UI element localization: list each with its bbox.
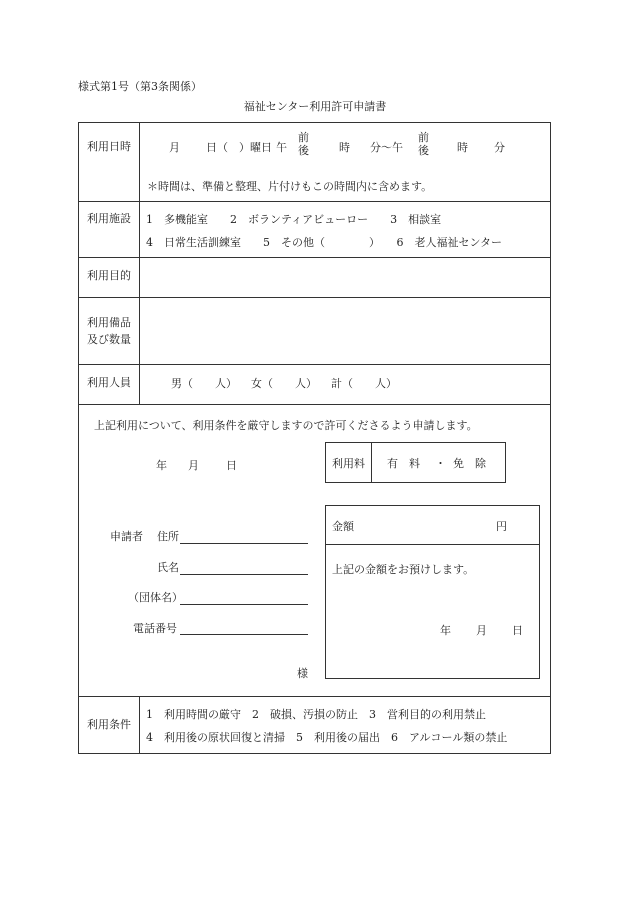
deposit-date-year: 年 <box>440 624 451 637</box>
application-date-day: 日 <box>226 459 237 472</box>
people-female: 女（ 人） <box>251 377 317 390</box>
fee-box-divider <box>371 443 372 482</box>
deposit-box <box>325 505 540 679</box>
deposit-box-divider <box>326 544 539 545</box>
purpose-row-label: 利用目的 <box>87 269 131 282</box>
row-divider <box>79 201 550 202</box>
fee-separator: ・ <box>435 457 446 470</box>
time-note: ＊時間は、準備と整理、片付けもこの時間内に含めます。 <box>147 180 433 193</box>
label-column-divider <box>139 123 140 404</box>
form-number: 様式第1号（第3条関係） <box>78 80 202 93</box>
group-name-field <box>180 604 308 605</box>
end-minute: 分 <box>494 141 505 154</box>
people-total: 計（ 人） <box>331 377 397 390</box>
am-pm-selector-start <box>298 131 309 157</box>
date-month: 月 <box>169 141 180 154</box>
people-row-label: 利用人員 <box>87 376 131 389</box>
facility-options-line1: 1 多機能室 2 ボランティアビューロー 3 相談室 <box>146 213 442 226</box>
conditions-row-label: 利用条件 <box>87 718 131 731</box>
facility-row-label: 利用施設 <box>87 212 131 225</box>
name-field <box>180 574 308 575</box>
conditions-line2: 4 利用後の原状回復と清掃 5 利用後の届出 6 アルコール類の禁止 <box>146 731 508 744</box>
start-hour: 時 <box>339 141 350 154</box>
applicant-label: 申請者 <box>110 530 143 543</box>
application-statement: 上記利用について、利用条件を厳守しますので許可くださるよう申請します。 <box>94 419 478 432</box>
label-column-divider <box>139 696 140 754</box>
equipment-label-line2: 及び数量 <box>87 333 131 346</box>
people-male: 男（ 人） <box>171 377 237 390</box>
deposit-statement: 上記の金額をお預けします。 <box>332 563 475 576</box>
pm-option: 後 <box>298 144 309 157</box>
group-name-label: （団体名） <box>128 591 183 604</box>
phone-field <box>180 634 308 635</box>
fee-exempt-option: 免 除 <box>453 457 486 470</box>
fee-paid-option: 有 料 <box>387 457 420 470</box>
yen-label: 円 <box>496 520 507 533</box>
deposit-date-month: 月 <box>476 624 487 637</box>
deposit-date-day: 日 <box>512 624 523 637</box>
phone-label: 電話番号 <box>133 622 177 635</box>
conditions-line1: 1 利用時間の厳守 2 破損、汚損の防止 3 営利目的の利用禁止 <box>146 708 486 721</box>
am-option: 前 <box>298 131 309 144</box>
row-divider <box>79 404 550 405</box>
fee-label: 利用料 <box>332 457 365 470</box>
end-hour: 時 <box>457 141 468 154</box>
application-date-year: 年 <box>156 459 167 472</box>
date-day-weekday: 日（ ）曜日 <box>206 141 272 154</box>
facility-options-line2: 4 日常生活訓練室 5 その他（ ） 6 老人福祉センター <box>146 236 503 249</box>
am-pm-selector-end <box>418 131 429 157</box>
application-date-month: 月 <box>188 459 199 472</box>
fee-box <box>325 442 506 483</box>
equipment-label-line1: 利用備品 <box>87 316 131 329</box>
row-divider <box>79 696 550 697</box>
row-divider <box>79 364 550 365</box>
row-divider <box>79 297 550 298</box>
row-divider <box>79 257 550 258</box>
amount-label: 金額 <box>332 520 354 533</box>
application-form-table <box>78 122 551 754</box>
date-am-pm-prefix: 午 <box>276 141 287 154</box>
address-label: 住所 <box>157 530 179 543</box>
date-row-label: 利用日時 <box>87 140 131 153</box>
start-minute-to-end: 分～午 <box>370 141 403 154</box>
address-field <box>180 543 308 544</box>
am-option: 前 <box>418 131 429 144</box>
honorific-sama: 様 <box>297 667 308 680</box>
form-title: 福祉センター利用許可申請書 <box>243 100 387 113</box>
name-label: 氏名 <box>157 561 179 574</box>
pm-option: 後 <box>418 144 429 157</box>
